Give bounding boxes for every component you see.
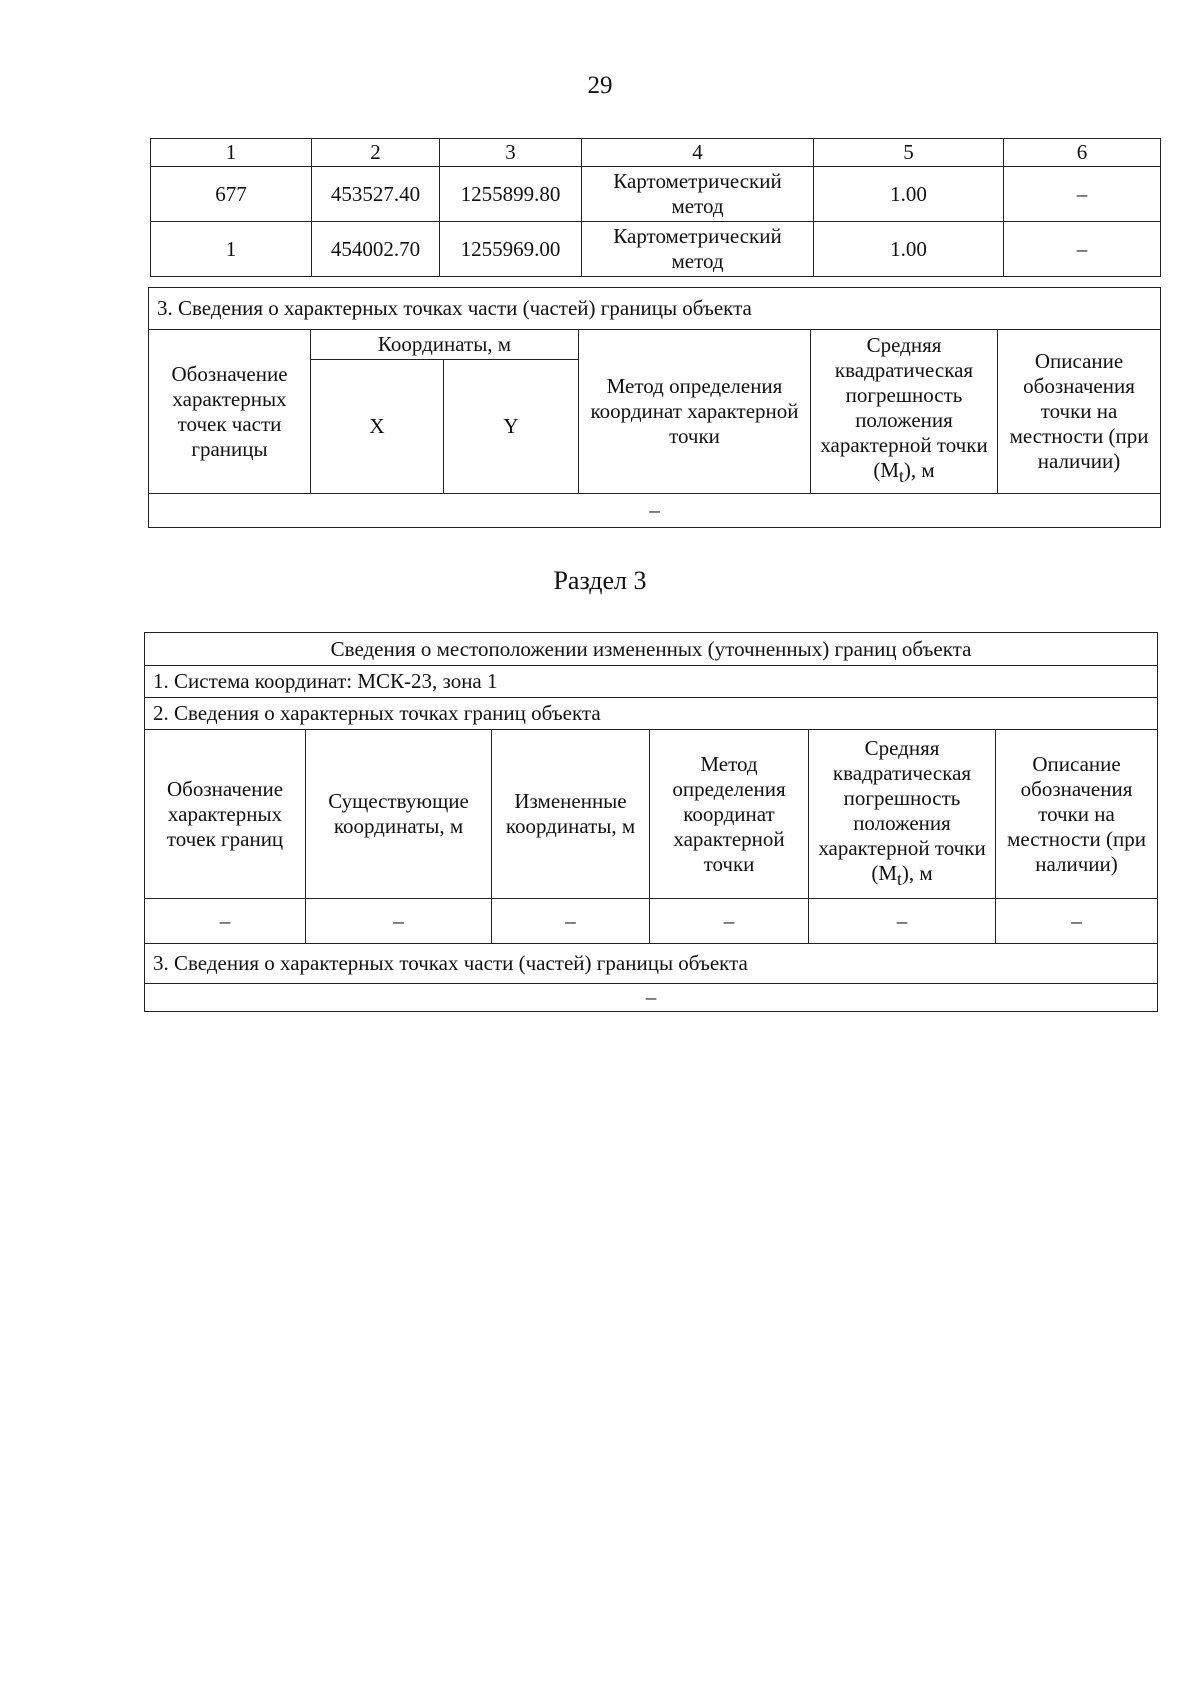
coord-system: 1. Система координат: МСК-23, зона 1	[145, 666, 1158, 698]
table-row	[149, 494, 1161, 528]
empty-row-dash: –	[145, 984, 1158, 1012]
column-number: 1	[151, 139, 312, 167]
column-number: 4	[582, 139, 814, 167]
empty-row-dash: –	[149, 494, 1161, 528]
column-number: 6	[1004, 139, 1161, 167]
header-coords: Координаты, м	[311, 330, 579, 360]
section-row	[145, 944, 1158, 984]
page-number: 29	[587, 72, 613, 99]
header-description: Описание обозначения точки на местности (при наличии)	[998, 330, 1161, 494]
header-point: Обозначение характерных точек части границы	[149, 330, 311, 494]
header-x: X	[311, 360, 444, 494]
header-error-unit: ), м	[903, 458, 935, 483]
table-header-row	[145, 730, 1158, 899]
dash-cell: –	[809, 899, 996, 944]
part-boundary-table	[148, 287, 1161, 528]
method: Картометрический метод	[582, 167, 814, 222]
description: –	[1004, 167, 1161, 222]
table-row	[145, 899, 1158, 944]
table-row	[151, 167, 1161, 222]
table-header-row	[151, 139, 1161, 167]
table-title-row	[145, 633, 1158, 666]
header-error-unit: ), м	[901, 860, 933, 885]
header-method: Метод определения координат характерной точки	[650, 730, 809, 899]
coord-x: 453527.40	[312, 167, 440, 222]
header-y: Y	[444, 360, 579, 494]
dash-cell: –	[306, 899, 492, 944]
dash-cell: –	[650, 899, 809, 944]
column-number: 2	[312, 139, 440, 167]
column-number: 5	[814, 139, 1004, 167]
coordinates-table	[150, 138, 1161, 277]
coord-x: 454002.70	[312, 222, 440, 277]
dash-cell: –	[492, 899, 650, 944]
table-row	[145, 984, 1158, 1012]
table-header-row	[149, 330, 1161, 360]
table-title: 3. Сведения о характерных точках части (частей) границы объекта	[149, 288, 1161, 330]
section-title: Раздел 3	[553, 566, 647, 595]
description: –	[1004, 222, 1161, 277]
coord-system-row	[145, 666, 1158, 698]
table-title-row	[149, 288, 1161, 330]
point-id: 677	[151, 167, 312, 222]
header-existing: Существующие координаты, м	[306, 730, 492, 899]
dash-cell: –	[996, 899, 1158, 944]
header-method: Метод определения координат характерной точки	[579, 330, 811, 494]
error-value: 1.00	[814, 222, 1004, 277]
table-title: Сведения о местоположении измененных (уточненных) границ объекта	[145, 633, 1158, 666]
error-value: 1.00	[814, 167, 1004, 222]
header-error-text: Средняя квадратическая погрешность положения характерной точки (M	[820, 333, 988, 483]
coord-y: 1255899.80	[440, 167, 582, 222]
header-point: Обозначение характерных точек границ	[145, 730, 306, 899]
table-row	[151, 222, 1161, 277]
header-changed: Измененные координаты, м	[492, 730, 650, 899]
dash-cell: –	[145, 899, 306, 944]
method: Картометрический метод	[582, 222, 814, 277]
changed-boundaries-table	[144, 632, 1158, 1012]
header-error-subscript: t	[897, 869, 902, 890]
header-error-text: Средняя квадратическая погрешность положения характерной точки (M	[818, 735, 986, 885]
section-row	[145, 698, 1158, 730]
column-number: 3	[440, 139, 582, 167]
coord-y: 1255969.00	[440, 222, 582, 277]
header-error	[809, 730, 996, 899]
part-points-heading: 3. Сведения о характерных точках части (частей) границы объекта	[145, 944, 1158, 984]
header-error	[811, 330, 998, 494]
points-heading: 2. Сведения о характерных точках границ объекта	[145, 698, 1158, 730]
header-error-subscript: t	[899, 466, 904, 487]
point-id: 1	[151, 222, 312, 277]
header-description: Описание обозначения точки на местности (при наличии)	[996, 730, 1158, 899]
